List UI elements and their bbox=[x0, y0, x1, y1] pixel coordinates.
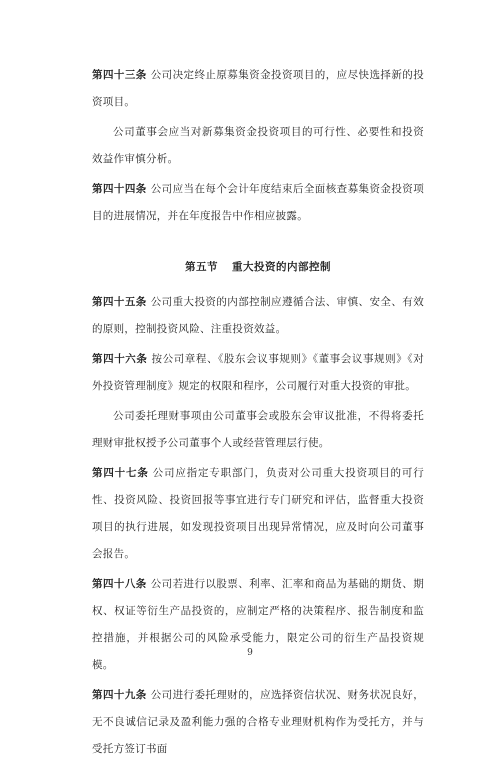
article-43 bbox=[92, 62, 424, 116]
article-49 bbox=[92, 682, 424, 763]
article-44 bbox=[92, 176, 424, 230]
article-text: 公司决定终止原募集资金投资项目的，应尽快选择新的投资项目。 bbox=[92, 69, 425, 108]
article-number: 第四十七条 bbox=[92, 467, 149, 479]
article-45 bbox=[92, 289, 424, 343]
article-text: 公司应指定专职部门，负责对公司重大投资项目的可行性、投资风险、投资回报等事宜进行专门研究和评估，监督重大投资项目的执行进展，如发现投资项目出现异常情况，应及时向公司董事会报告。 bbox=[92, 467, 425, 560]
article-46 bbox=[92, 346, 424, 400]
section-heading bbox=[92, 254, 424, 281]
page-number: 9 bbox=[247, 648, 253, 658]
article-text: 公司重大投资的内部控制应遵循合法、审慎、安全、有效的原则，控制投资风险、注重投资效益。 bbox=[92, 296, 425, 335]
article-43-paragraph-2 bbox=[92, 119, 424, 173]
article-number: 第四十五条 bbox=[92, 296, 147, 308]
paragraph-text: 公司董事会应当对新募集资金投资项目的可行性、必要性和投资效益作审慎分析。 bbox=[92, 126, 424, 165]
article-text: 公司进行委托理财的，应选择资信状况、财务状况良好，无不良诚信记录及盈利能力强的合格专业理财机构作为受托方，并与受托方签订书面 bbox=[92, 689, 425, 755]
article-number: 第四十八条 bbox=[92, 578, 147, 590]
section-title: 重大投资的内部控制 bbox=[232, 261, 331, 273]
article-number: 第四十六条 bbox=[92, 353, 148, 365]
article-text: 公司若进行以股票、利率、汇率和商品为基础的期货、期权、权证等衍生产品投资的，应制定严格的决策程序、报告制度和监控措施，并根据公司的风险承受能力，限定公司的衍生产品投资规模。 bbox=[92, 578, 425, 671]
article-number: 第四十四条 bbox=[92, 183, 147, 195]
article-47 bbox=[92, 460, 424, 568]
article-number: 第四十九条 bbox=[92, 689, 147, 701]
paragraph-text: 公司委托理财事项由公司董事会或股东会审议批准，不得将委托理财审批权授予公司董事个人或经营管理层行使。 bbox=[92, 410, 424, 449]
article-text: 按公司章程、《股东会议事规则》《董事会议事规则》《对外投资管理制度》规定的权限和程序，公司履行对重大投资的审批。 bbox=[92, 353, 424, 392]
document-body bbox=[92, 62, 424, 766]
article-number: 第四十三条 bbox=[92, 69, 147, 81]
section-number: 第五节 bbox=[185, 261, 218, 273]
article-48 bbox=[92, 571, 424, 679]
article-46-paragraph-2 bbox=[92, 403, 424, 457]
article-text: 公司应当在每个会计年度结束后全面核查募集资金投资项目的进展情况，并在年度报告中作相应披露。 bbox=[92, 183, 425, 222]
